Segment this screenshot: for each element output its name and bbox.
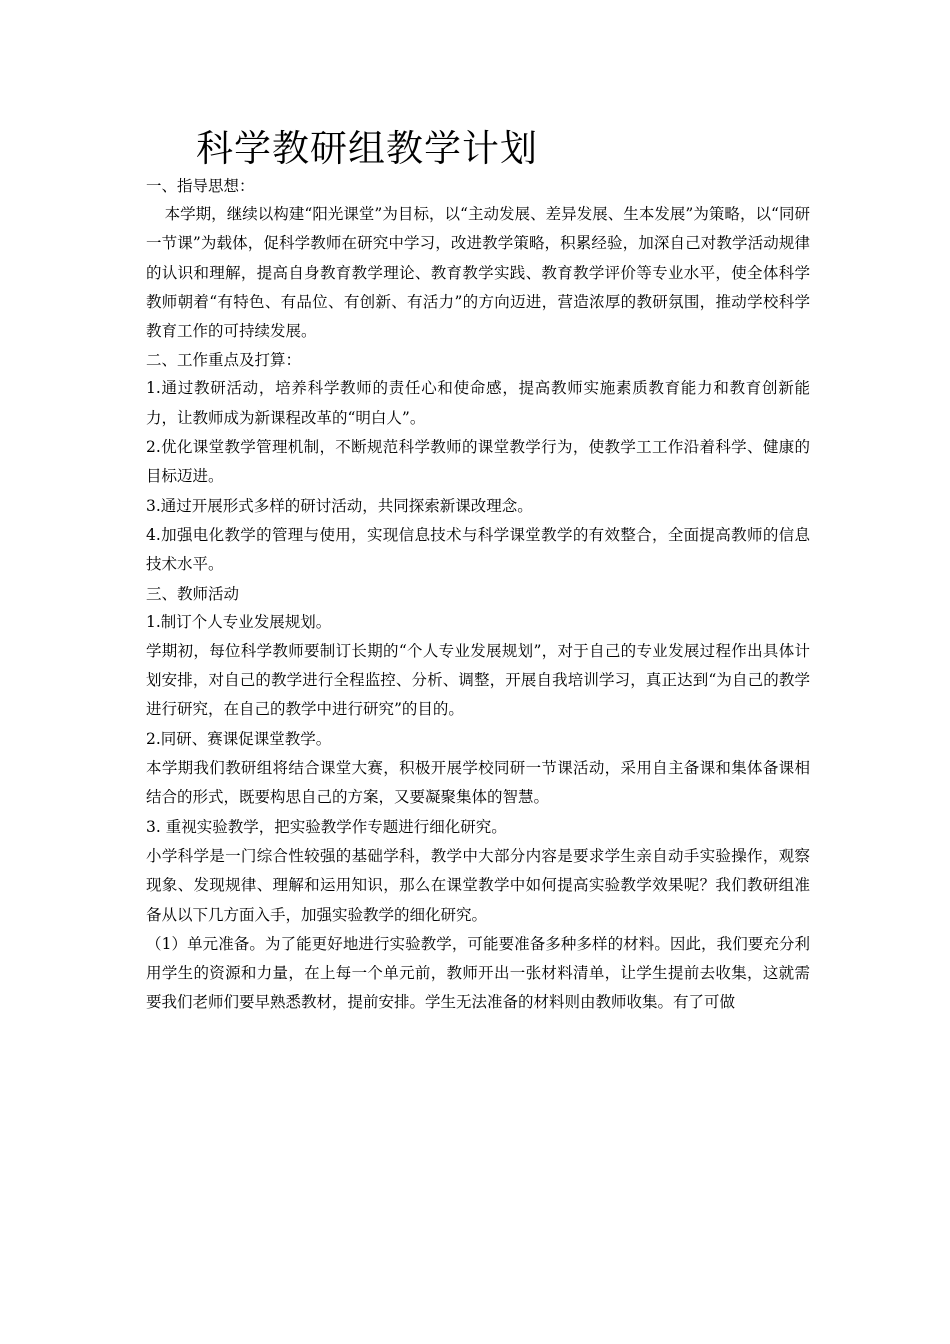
paragraph-guiding-thought: 本学期，继续以构建“阳光课堂”为目标，以“主动发展、差异发展、生本发展”为策略，以“同研一节课”为载体，促科学教师在研究中学习，改进教学策略，积累经验，加深自己对教学活动规律的认识和理解，提高自身教育教学理论、教育教学实践、教育教学评价等专业水平，使全体科学教师朝着“有特色、有品位、有创新、有活力”的方向迈进，营造浓厚的教研氛围，推动学校科学教育工作的可持续发展。 <box>146 205 810 341</box>
paragraph-activity-3-body: 小学科学是一门综合性较强的基础学科，教学中大部分内容是要求学生亲自动手实验操作，观察现象、发现规律、理解和运用知识，那么在课堂教学中如何提高实验教学效果呢？我们教研组准备从以下几方面入手，加强实验教学的细化研究。 <box>146 846 810 924</box>
document-title: 科学教研组教学计划 <box>196 127 538 170</box>
paragraph-activity-1-body: 学期初，每位科学教师要制订长期的“个人专业发展规划”，对于自己的专业发展过程作出具体计划安排，对自己的教学进行全程监控、分析、调整，开展自我培训学习，真正达到“为自己的教学进行研究，在自己的教学中进行研究”的目的。 <box>146 641 810 719</box>
document-body <box>146 172 810 1018</box>
paragraph-focus-3: 3.通过开展形式多样的研讨活动，共同探索新课改理念。 <box>146 496 533 515</box>
section-heading-guiding-thought: 一、指导思想： <box>146 177 255 195</box>
section-heading-work-focus: 二、工作重点及打算： <box>146 351 302 370</box>
paragraph-focus-1: 1.通过教研活动，培养科学教师的责任心和使命感，提高教师实施素质教育能力和教育创新能力，让教师成为新课程改革的“明白人”。 <box>146 379 810 427</box>
paragraph-unit-preparation: （1）单元准备。为了能更好地进行实验教学，可能要准备多种多样的材料。因此，我们要充分利用学生的资源和力量，在上每一个单元前，教师开出一张材料清单，让学生提前去收集，这就需要我们老师们要早熟悉教材，提前安排。学生无法准备的材料则由教师收集。有了可做 <box>146 934 810 1012</box>
paragraph-focus-4: 4.加强电化教学的管理与使用，实现信息技术与科学课堂教学的有效整合，全面提高教师的信息技术水平。 <box>146 525 810 574</box>
paragraph-activity-2-heading: 2.同研、赛课促课堂教学。 <box>146 729 332 748</box>
paragraph-focus-2: 2.优化课堂教学管理机制，不断规范科学教师的课堂教学行为，使教学工工作沿着科学、健康的目标迈进。 <box>146 438 810 486</box>
paragraph-activity-1-heading: 1.制订个人专业发展规划。 <box>146 612 332 631</box>
paragraph-activity-3-heading: 3. 重视实验教学，把实验教学作专题进行细化研究。 <box>146 817 507 836</box>
paragraph-activity-2-body: 本学期我们教研组将结合课堂大赛，积极开展学校同研一节课活动，采用自主备课和集体备课相结合的形式，既要构思自己的方案，又要凝聚集体的智慧。 <box>146 759 810 807</box>
section-heading-teacher-activities: 三、教师活动 <box>146 584 240 603</box>
